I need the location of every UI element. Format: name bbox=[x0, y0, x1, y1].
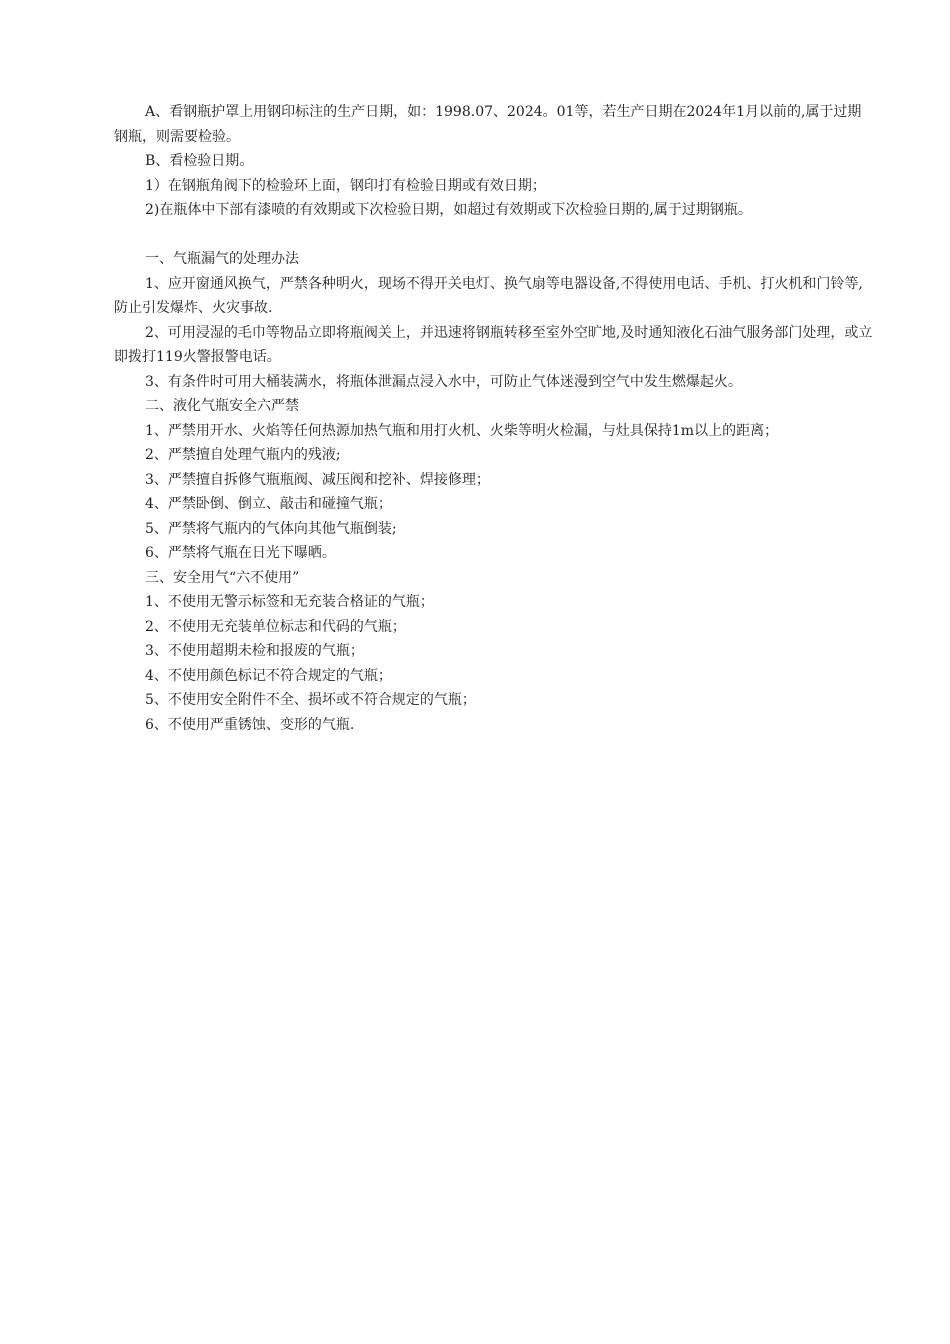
list-item-do-not-use-5: 5、不使用安全附件不全、损坏或不符合规定的气瓶； bbox=[145, 692, 476, 708]
paragraph-paint-date: 2)在瓶体中下部有漆喷的有效期或下次检验日期，如超过有效期或下次检验日期的,属于过期钢瓶。 bbox=[145, 202, 752, 218]
list-item-do-not-use-1: 1、不使用无警示标签和无充装合格证的气瓶； bbox=[145, 594, 434, 610]
list-item-prohibition-1: 1、严禁用开水、火焰等任何热源加热气瓶和用打火机、火柴等明火检漏，与灶具保持1m以上的距离； bbox=[145, 422, 779, 439]
list-item-do-not-use-3: 3、不使用超期未检和报废的气瓶； bbox=[145, 643, 364, 659]
list-item-do-not-use-4: 4、不使用颜色标记不符合规定的气瓶； bbox=[145, 667, 392, 684]
section-heading-leak-handling: 一、气瓶漏气的处理办法 bbox=[145, 251, 299, 267]
list-item-prohibition-2: 2、严禁擅自处理气瓶内的残液; bbox=[145, 447, 341, 463]
paragraph-check-inspection-date: B、看检验日期。 bbox=[145, 153, 254, 169]
paragraph-inspection-ring: 1）在钢瓶角阀下的检验环上面，钢印打有检验日期或有效日期； bbox=[145, 177, 546, 194]
list-item-leak-3: 3、有条件时可用大桶装满水，将瓶体泄漏点浸入水中，可防止气体迷漫到空气中发生燃爆起火。 bbox=[145, 373, 742, 390]
section-heading-six-do-not-use: 三、安全用气“六不使用” bbox=[145, 569, 300, 586]
section-heading-six-prohibitions: 二、液化气瓶安全六严禁 bbox=[145, 398, 299, 414]
paragraph-check-production-date: A、看钢瓶护罩上用钢印标注的生产日期，如：1998.07、2024。01等，若生产日期在2024年1月以前的,属于过期钢瓶，则需要检验。 bbox=[114, 104, 862, 145]
list-item-do-not-use-2: 2、不使用无充装单位标志和代码的气瓶； bbox=[145, 618, 406, 635]
list-item-prohibition-5: 5、严禁将气瓶内的气体向其他气瓶倒装; bbox=[145, 520, 397, 537]
list-item-prohibition-4: 4、严禁卧倒、倒立、敲击和碰撞气瓶； bbox=[145, 496, 392, 512]
list-item-leak-2: 2、可用浸湿的毛巾等物品立即将瓶阀关上，并迅速将钢瓶转移至室外空旷地,及时通知液化石油气服务部门处理，或立即拨打119火警报警电话。 bbox=[114, 324, 873, 365]
list-item-leak-1: 1、应开窗通风换气，严禁各种明火，现场不得开关电灯、换气扇等电器设备,不得使用电话、手机、打火机和门铃等,防止引发爆炸、火灾事故. bbox=[114, 275, 863, 316]
paragraph-spacer bbox=[114, 223, 874, 248]
list-item-prohibition-6: 6、严禁将气瓶在日光下曝晒。 bbox=[145, 545, 336, 561]
list-item-do-not-use-6: 6、不使用严重锈蚀、变形的气瓶. bbox=[145, 716, 355, 733]
document-body bbox=[114, 100, 874, 737]
list-item-prohibition-3: 3、严禁擅自拆修气瓶瓶阀、减压阀和挖补、焊接修理； bbox=[145, 471, 490, 488]
